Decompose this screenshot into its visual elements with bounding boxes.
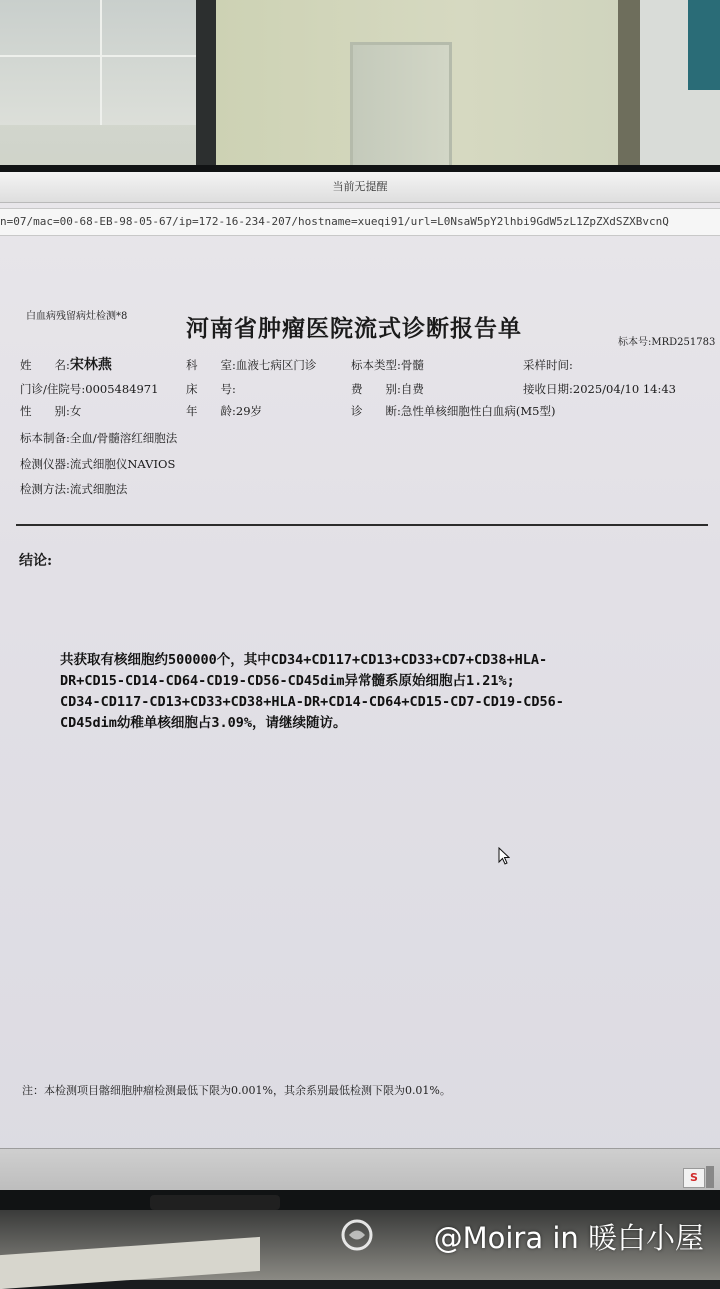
field-preparation-label: 标本制备: — [20, 431, 70, 445]
field-method-value: 流式细胞法 — [69, 482, 128, 496]
address-url: n=07/mac=00-68-EB-98-05-67/ip=172-16-234-207/hostname=xueqi91/url=L0NsaW5pY2lhbi9GdW5zL1ZpZXdSZXBvcnQ — [0, 215, 669, 228]
conclusion-label: 结论: — [19, 553, 53, 569]
app-tray-icon[interactable]: S — [683, 1168, 705, 1188]
field-name-value: 宋林燕 — [69, 357, 112, 373]
field-fee-value: 自费 — [400, 382, 424, 396]
window-titlebar — [0, 172, 720, 203]
horizontal-scrollbar[interactable] — [0, 1148, 720, 1190]
field-patient-id — [20, 381, 158, 397]
watermark-text: @Moira in 暖白小屋 — [433, 1221, 704, 1255]
field-collect-time — [523, 357, 573, 373]
field-diagnosis-value: 急性单核细胞性白血病(M5型) — [400, 404, 556, 418]
field-preparation-value: 全血/骨髓溶红细胞法 — [69, 431, 178, 445]
conclusion-line: DR+CD15-CD14-CD64-CD19-CD56-CD45dim异常髓系原始细胞占1.21%; — [60, 673, 515, 689]
ceiling — [0, 0, 205, 125]
window-title: 当前无提醒 — [332, 180, 388, 193]
cabinet — [618, 0, 640, 175]
field-patient-id-value: 0005484971 — [85, 382, 159, 396]
mouse-cursor-icon — [498, 847, 510, 865]
conclusion-text — [60, 650, 620, 734]
sample-number: 标本号:MRD251783 — [618, 337, 716, 348]
field-instrument — [20, 456, 175, 472]
address-bar[interactable] — [0, 208, 720, 236]
monitor-stand — [150, 1195, 280, 1210]
field-age-value: 29岁 — [235, 404, 263, 418]
show-desktop-button[interactable] — [706, 1166, 714, 1188]
report-title: 河南省肿瘤医院流式诊断报告单 — [186, 315, 522, 342]
field-name — [20, 354, 112, 374]
field-bed-label: 床 号: — [186, 382, 236, 396]
field-instrument-label: 检测仪器: — [20, 457, 70, 471]
field-bed — [186, 381, 236, 397]
field-specimen-type — [351, 357, 424, 373]
report-note: 注：本检测项目髂细胞肿瘤检测最低下限为0.001%，其余系别最低检测下限为0.01%。 — [22, 1084, 451, 1097]
field-age-label: 年 龄: — [186, 404, 236, 418]
watermark-logo-icon — [340, 1218, 374, 1252]
field-collect-time-label: 采样时间: — [523, 358, 573, 372]
field-receive-date-value: 2025/04/10 14:43 — [572, 382, 676, 396]
field-sex-label: 性 别: — [20, 404, 70, 418]
field-specimen-type-label: 标本类型: — [351, 358, 401, 372]
ceiling-line — [100, 0, 102, 125]
field-receive-date — [523, 381, 676, 397]
field-instrument-value: 流式细胞仪NAVIOS — [69, 457, 176, 471]
field-preparation — [20, 430, 177, 446]
background-room — [0, 0, 720, 175]
conclusion-line: CD45dim幼稚单核细胞占3.09%，请继续随访。 — [60, 715, 347, 731]
field-fee-label: 费 别: — [351, 382, 401, 396]
field-diagnosis — [351, 403, 555, 419]
field-receive-date-label: 接收日期: — [523, 382, 573, 396]
field-age — [186, 403, 262, 419]
field-method-label: 检测方法: — [20, 482, 70, 496]
field-sex-value: 女 — [69, 404, 82, 418]
field-specimen-type-value: 骨髓 — [400, 358, 424, 372]
field-sex — [20, 403, 81, 419]
field-dept-value: 血液七病区门诊 — [235, 358, 317, 372]
field-dept-label: 科 室: — [186, 358, 236, 372]
field-fee — [351, 381, 424, 397]
pillar — [196, 0, 216, 175]
field-method — [20, 481, 127, 497]
divider-line — [16, 524, 708, 526]
field-patient-id-label: 门诊/住院号: — [20, 382, 86, 396]
door — [350, 42, 452, 175]
monitor-screen — [0, 172, 720, 1190]
conclusion-line: CD34-CD117-CD13+CD33+CD38+HLA-DR+CD14-CD64+CD15-CD7-CD19-CD56- — [60, 694, 564, 710]
conclusion-line: 共获取有核细胞约500000个，其中CD34+CD117+CD13+CD33+CD7+CD38+HLA- — [60, 652, 548, 668]
report-code: 白血病残留病灶检测*8 — [26, 311, 128, 322]
field-diagnosis-label: 诊 断: — [351, 404, 401, 418]
field-name-label: 姓 名: — [20, 358, 70, 372]
field-dept — [186, 357, 316, 373]
wall-sign — [688, 0, 720, 90]
